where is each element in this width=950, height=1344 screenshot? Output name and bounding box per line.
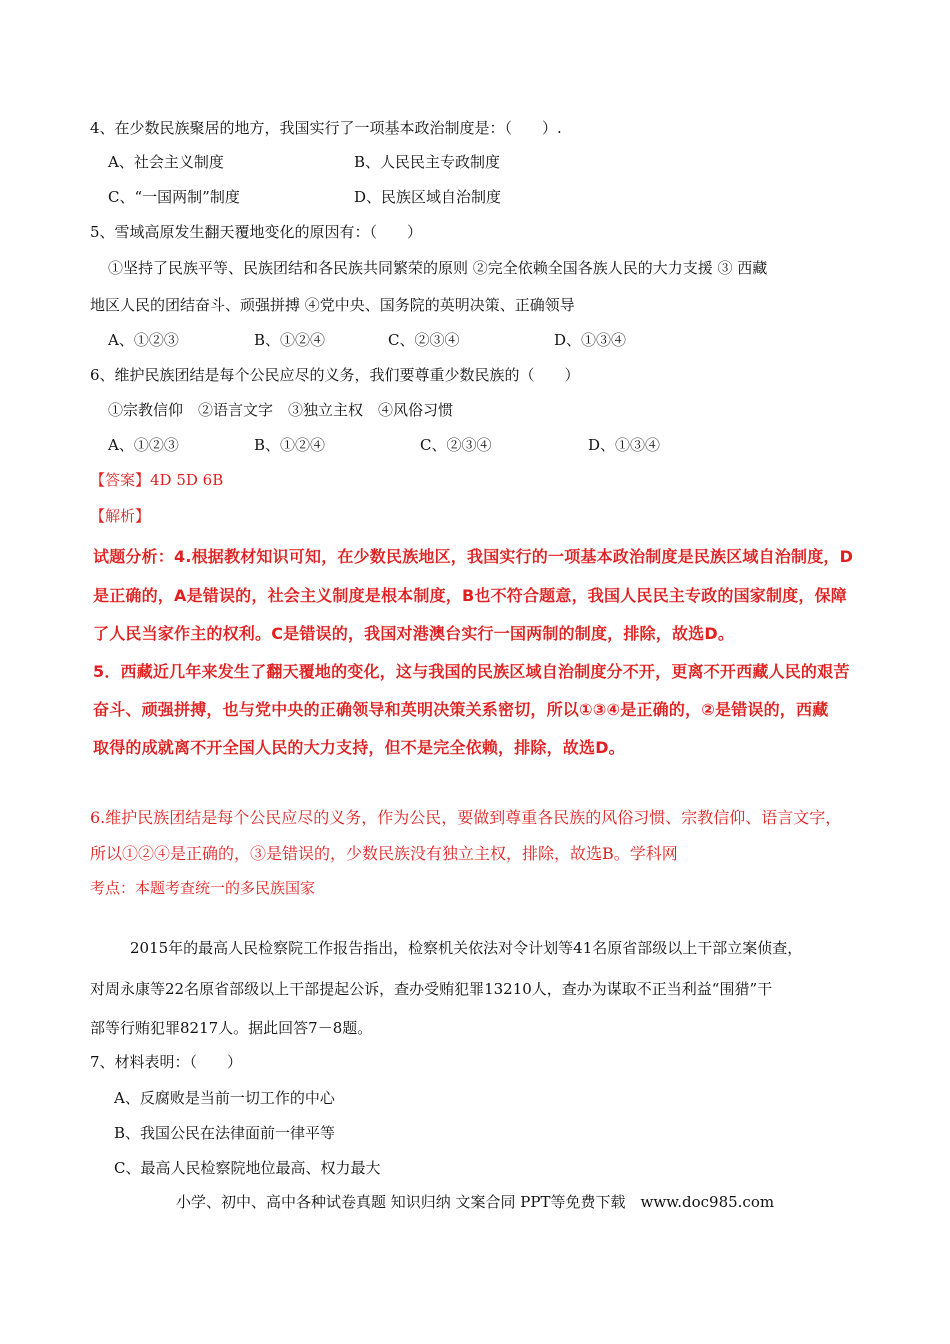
q4-stem: 4、在少数民族聚居的地方，我国实行了一项基本政治制度是：（ ）. (90, 119, 562, 137)
q7-option-b: B、我国公民在法律面前一律平等 (114, 1124, 336, 1142)
material-line1: 2015年的最高人民检察院工作报告指出，检察机关依法对令计划等41名原省部级以上干部立案侦查， (130, 939, 803, 957)
analysis-q5-line2: 奋斗、顽强拼搏，也与党中央的正确领导和英明决策关系密切，所以①③④是正确的，②是错误的，西藏 (93, 700, 829, 719)
q6-choices-line1: ①宗教信仰 ②语言文字 ③独立主权 ④风俗习惯 (108, 401, 454, 419)
q6-option-c: C、②③④ (420, 436, 492, 454)
analysis-q4-line2: 是正确的，A是错误的，社会主义制度是根本制度，B也不符合题意，我国人民民主专政的国家制度，保障 (93, 586, 847, 605)
q4-option-b: B、人民民主专政制度 (354, 153, 501, 171)
answer-line: 【答案】4D 5D 6B (90, 471, 224, 489)
page-footer: 小学、初中、高中各种试卷真题 知识归纳 文案合同 PPT等免费下载 www.doc985.com (176, 1193, 775, 1211)
q6-stem: 6、维护民族团结是每个公民应尽的义务，我们要尊重少数民族的（ ） (90, 366, 580, 384)
q4-option-a: A、社会主义制度 (108, 153, 224, 171)
material-line3: 部等行贿犯罪8217人。据此回答7－8题。 (90, 1019, 373, 1037)
analysis-q5-line3: 取得的成就离不开全国人民的大力支持，但不是完全依赖，排除，故选D。 (93, 738, 625, 757)
analysis-q6-line2: 所以①②④是正确的，③是错误的，少数民族没有独立主权，排除，故选B。学科网 (90, 844, 678, 863)
q5-option-a: A、①②③ (108, 331, 179, 349)
q5-choices-line2: 地区人民的团结奋斗、顽强拼搏 ④党中央、国务院的英明决策、正确领导 (90, 296, 575, 314)
q5-option-c: C、②③④ (388, 331, 460, 349)
q4-option-c: C、“一国两制”制度 (108, 188, 240, 206)
q6-option-b: B、①②④ (254, 436, 326, 454)
material-line2: 对周永康等22名原省部级以上干部提起公诉，查办受贿犯罪13210人，查办为谋取不正当利益“围猎”干 (90, 980, 773, 998)
q6-option-a: A、①②③ (108, 436, 179, 454)
q5-option-d: D、①③④ (554, 331, 627, 349)
q4-option-d: D、民族区域自治制度 (354, 188, 502, 206)
analysis-q4-line1: 试题分析：4.根据教材知识可知，在少数民族地区，我国实行的一项基本政治制度是民族区域自治制度，D (93, 547, 854, 566)
q7-option-c: C、最高人民检察院地位最高、权力最大 (114, 1159, 381, 1177)
q5-choices-line1: ①坚持了民族平等、民族团结和各民族共同繁荣的原则 ②完全依赖全国各族人民的大力支援 ③ 西藏 (108, 259, 768, 277)
analysis-label: 【解析】 (90, 507, 151, 525)
q7-stem: 7、材料表明：（ ） (90, 1053, 243, 1071)
analysis-q6-line1: 6.维护民族团结是每个公民应尽的义务，作为公民，要做到尊重各民族的风俗习惯、宗教信仰、语言文字， (90, 808, 842, 827)
q7-option-a: A、反腐败是当前一切工作的中心 (114, 1089, 335, 1107)
q5-stem: 5、雪域高原发生翻天覆地变化的原因有：（ ） (90, 223, 423, 241)
analysis-q5-line1: 5．西藏近几年来发生了翻天覆地的变化，这与我国的民族区域自治制度分不开，更离不开西藏人民的艰苦 (93, 662, 850, 681)
kaodian-line: 考点：本题考查统一的多民族国家 (90, 879, 316, 897)
q6-option-d: D、①③④ (588, 436, 661, 454)
q5-option-b: B、①②④ (254, 331, 326, 349)
analysis-q4-line3: 了人民当家作主的权利。C是错误的，我国对港澳台实行一国两制的制度，排除，故选D。 (93, 624, 735, 643)
